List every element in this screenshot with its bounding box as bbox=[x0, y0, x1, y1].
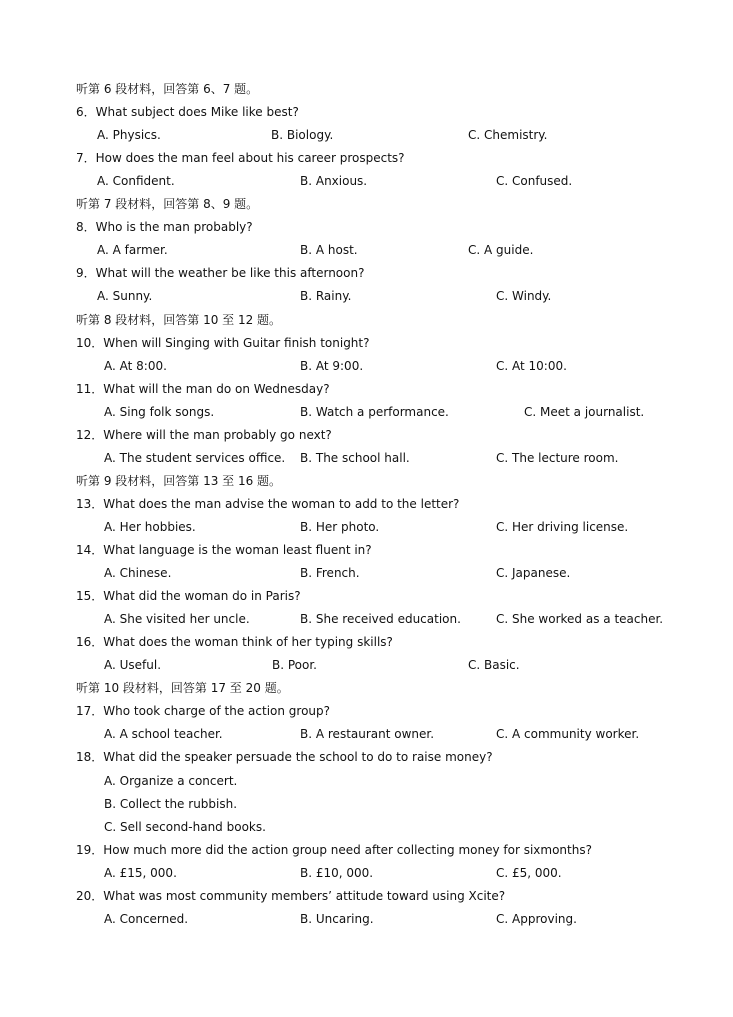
answer-option: B. Poor. bbox=[272, 658, 317, 672]
question-text: 9．What will the weather be like this afternoon? bbox=[76, 266, 365, 280]
question-text: 13．What does the man advise the woman to add to the letter? bbox=[76, 497, 460, 511]
answer-option: B. Watch a performance. bbox=[300, 405, 449, 419]
answer-option: A. Organize a concert. bbox=[104, 774, 238, 788]
answer-option: A. Concerned. bbox=[104, 912, 189, 926]
answer-option: C. Meet a journalist. bbox=[524, 405, 645, 419]
answer-option: C. Approving. bbox=[496, 912, 577, 926]
answer-option: C. Her driving license. bbox=[496, 520, 629, 534]
question-text: 10．When will Singing with Guitar finish tonight? bbox=[76, 336, 370, 350]
answer-option: C. Chemistry. bbox=[468, 128, 548, 142]
answer-option: B. The school hall. bbox=[300, 451, 410, 465]
answer-option: A. £15, 000. bbox=[104, 866, 177, 880]
answer-option: A. A school teacher. bbox=[104, 727, 223, 741]
section-instruction: 听第 6 段材料，回答第 6、7 题。 bbox=[76, 82, 259, 96]
section-instruction: 听第 7 段材料，回答第 8、9 题。 bbox=[76, 197, 259, 211]
answer-option: B. Anxious. bbox=[300, 174, 368, 188]
answer-option: C. The lecture room. bbox=[496, 451, 619, 465]
answer-option: C. She worked as a teacher. bbox=[496, 612, 664, 626]
answer-option: A. A farmer. bbox=[97, 243, 168, 257]
answer-option: A. Sunny. bbox=[97, 289, 153, 303]
answer-option: A. Useful. bbox=[104, 658, 162, 672]
answer-option: B. A restaurant owner. bbox=[300, 727, 435, 741]
question-text: 15．What did the woman do in Paris? bbox=[76, 589, 301, 603]
question-text: 7．How does the man feel about his career prospects? bbox=[76, 151, 405, 165]
answer-option: B. French. bbox=[300, 566, 360, 580]
answer-option: A. At 8:00. bbox=[104, 359, 167, 373]
answer-option: A. Sing folk songs. bbox=[104, 405, 215, 419]
answer-option: B. Her photo. bbox=[300, 520, 380, 534]
answer-option: B. Biology. bbox=[271, 128, 334, 142]
answer-option: B. £10, 000. bbox=[300, 866, 374, 880]
answer-option: C. Windy. bbox=[496, 289, 552, 303]
answer-option: C. Basic. bbox=[468, 658, 520, 672]
answer-option: C. At 10:00. bbox=[496, 359, 567, 373]
answer-option: B. Rainy. bbox=[300, 289, 352, 303]
answer-option: B. Collect the rubbish. bbox=[104, 797, 238, 811]
answer-option: A. Chinese. bbox=[104, 566, 172, 580]
question-text: 16．What does the woman think of her typing skills? bbox=[76, 635, 393, 649]
question-text: 18．What did the speaker persuade the school to do to raise money? bbox=[76, 750, 493, 764]
answer-option: C. Confused. bbox=[496, 174, 573, 188]
question-text: 12．Where will the man probably go next? bbox=[76, 428, 332, 442]
section-instruction: 听第 9 段材料，回答第 13 至 16 题。 bbox=[76, 474, 282, 488]
question-text: 8．Who is the man probably? bbox=[76, 220, 253, 234]
question-text: 20．What was most community members’ attitude toward using Xcite? bbox=[76, 889, 506, 903]
section-instruction: 听第 8 段材料，回答第 10 至 12 题。 bbox=[76, 313, 282, 327]
question-text: 17．Who took charge of the action group? bbox=[76, 704, 331, 718]
answer-option: A. Her hobbies. bbox=[104, 520, 196, 534]
answer-option: C. Japanese. bbox=[496, 566, 571, 580]
answer-option: A. The student services office. bbox=[104, 451, 286, 465]
answer-option: C. Sell second-hand books. bbox=[104, 820, 266, 834]
question-text: 11．What will the man do on Wednesday? bbox=[76, 382, 330, 396]
answer-option: C. A community worker. bbox=[496, 727, 640, 741]
answer-option: A. Physics. bbox=[97, 128, 161, 142]
answer-option: A. Confident. bbox=[97, 174, 175, 188]
question-text: 19．How much more did the action group need after collecting money for sixmonths? bbox=[76, 843, 592, 857]
answer-option: B. A host. bbox=[300, 243, 358, 257]
answer-option: B. She received education. bbox=[300, 612, 461, 626]
answer-option: C. £5, 000. bbox=[496, 866, 562, 880]
section-instruction: 听第 10 段材料，回答第 17 至 20 题。 bbox=[76, 681, 289, 695]
answer-option: B. Uncaring. bbox=[300, 912, 374, 926]
answer-option: B. At 9:00. bbox=[300, 359, 364, 373]
question-text: 6．What subject does Mike like best? bbox=[76, 105, 299, 119]
answer-option: A. She visited her uncle. bbox=[104, 612, 250, 626]
answer-option: C. A guide. bbox=[468, 243, 534, 257]
question-text: 14．What language is the woman least fluent in? bbox=[76, 543, 372, 557]
